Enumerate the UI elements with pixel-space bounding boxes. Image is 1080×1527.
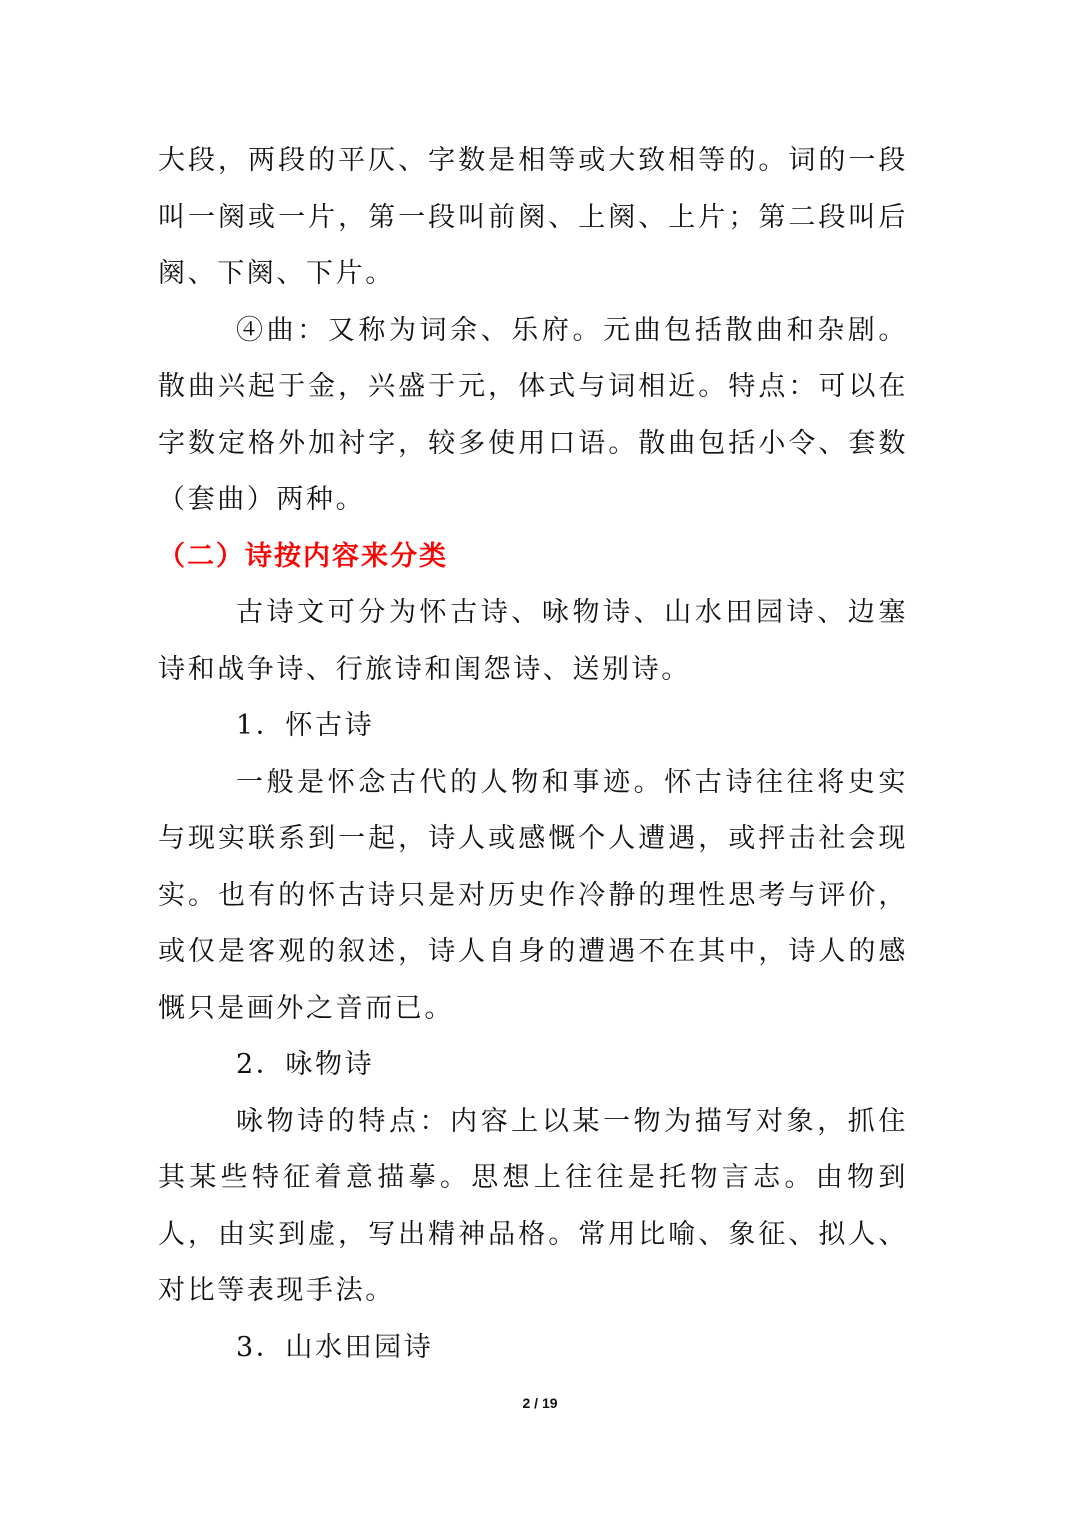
subheading-shanshui: 3．山水田园诗 xyxy=(236,1331,434,1363)
subheading-yongwu: 2．咏物诗 xyxy=(236,1049,375,1080)
paragraph-classification-intro: 古诗文可分为怀古诗、咏物诗、山水田园诗、边塞诗和战争诗、行旅诗和闺怨诗、送别诗。 xyxy=(158,597,908,685)
subheading-huaigu: 1．怀古诗 xyxy=(236,710,375,741)
paragraph-huaigu: 一般是怀念古代的人物和事迹。怀古诗往往将史实与现实联系到一起，诗人或感慨个人遭遇，或抨击社会现实。也有的怀古诗只是对历史作冷静的理性思考与评价，或仅是客观的叙述，诗人自身的遭遇不在其中，诗人的感慨只是画外之音而已。 xyxy=(158,766,908,1024)
document-body xyxy=(158,133,908,1376)
section-heading: （二）诗按内容来分类 xyxy=(158,540,448,572)
page-number: 2 / 19 xyxy=(522,1395,558,1411)
paragraph-ci-continuation: 大段，两段的平仄、字数是相等或大致相等的。词的一段叫一阕或一片，第一段叫前阕、上阕、上片；第二段叫后阕、下阕、下片。 xyxy=(158,145,908,289)
paragraph-qu: ④曲：又称为词余、乐府。元曲包括散曲和杂剧。散曲兴起于金，兴盛于元，体式与词相近。特点：可以在字数定格外加衬字，较多使用口语。散曲包括小令、套数（套曲）两种。 xyxy=(158,314,908,515)
paragraph-yongwu: 咏物诗的特点：内容上以某一物为描写对象，抓住其某些特征着意描摹。思想上往往是托物言志。由物到人，由实到虚，写出精神品格。常用比喻、象征、拟人、对比等表现手法。 xyxy=(158,1105,908,1306)
